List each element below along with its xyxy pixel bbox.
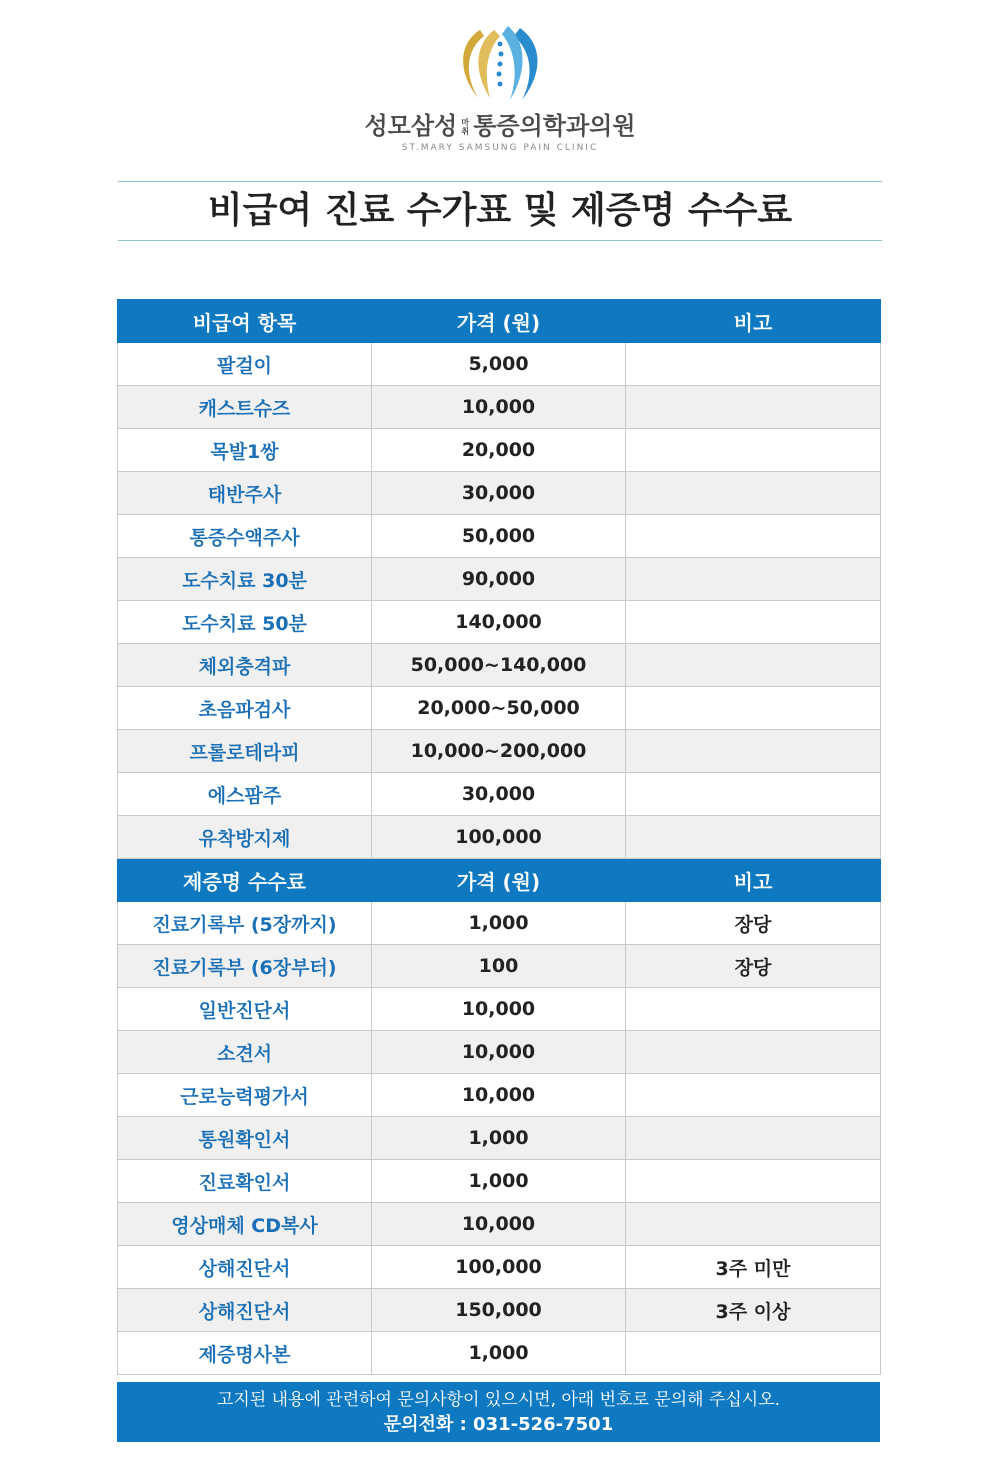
item-cell: 도수치료 50분	[118, 601, 372, 644]
page-title: 비급여 진료 수가표 및 제증명 수수료	[207, 190, 793, 231]
item-cell: 근로능력평가서	[118, 1074, 372, 1117]
item-cell: 도수치료 30분	[118, 558, 372, 601]
table-row	[118, 429, 881, 472]
price-cell: 1,000	[372, 1332, 626, 1375]
item-cell: 상해진단서	[118, 1246, 372, 1289]
table-row	[118, 902, 881, 945]
table-row	[118, 1332, 881, 1375]
item-cell: 진료기록부 (5장까지)	[118, 902, 372, 945]
item-cell: 프롤로테라피	[118, 730, 372, 773]
clinic-name-small: 마취	[461, 118, 470, 136]
note-cell	[626, 558, 881, 601]
table-row	[118, 988, 881, 1031]
note-cell	[626, 1117, 881, 1160]
note-cell	[626, 429, 881, 472]
table-row	[118, 644, 881, 687]
item-cell: 진료기록부 (6장부터)	[118, 945, 372, 988]
table-row	[118, 386, 881, 429]
table-row	[118, 773, 881, 816]
price-cell: 1,000	[372, 1160, 626, 1203]
price-cell: 10,000	[372, 1203, 626, 1246]
price-cell: 140,000	[372, 601, 626, 644]
clinic-name: 성모삼성 마취 통증의학과의원	[364, 112, 636, 140]
price-cell: 30,000	[372, 773, 626, 816]
contact-phone: 문의전화 : 031-526-7501	[383, 1414, 614, 1435]
table-row	[118, 472, 881, 515]
price-cell: 100,000	[372, 816, 626, 859]
clinic-english-name: ST.MARY SAMSUNG PAIN CLINIC	[401, 143, 599, 153]
note-cell	[626, 1332, 881, 1375]
note-cell	[626, 644, 881, 687]
table-row	[118, 945, 881, 988]
item-cell: 태반주사	[118, 472, 372, 515]
price-cell: 30,000	[372, 472, 626, 515]
note-cell: 3주 미만	[626, 1246, 881, 1289]
section2-header-row	[118, 859, 881, 902]
price-cell: 100,000	[372, 1246, 626, 1289]
section2-item-header: 제증명 수수료	[118, 859, 372, 902]
price-cell: 1,000	[372, 1117, 626, 1160]
table-row	[118, 601, 881, 644]
price-cell: 1,000	[372, 902, 626, 945]
table-row	[118, 515, 881, 558]
section1-price-header: 가격 (원)	[372, 300, 626, 343]
table-row	[118, 343, 881, 386]
table-row	[118, 1246, 881, 1289]
note-cell	[626, 1074, 881, 1117]
fee-table	[117, 299, 881, 1375]
note-cell	[626, 1203, 881, 1246]
item-cell: 에스팜주	[118, 773, 372, 816]
note-cell	[626, 601, 881, 644]
note-cell: 장당	[626, 902, 881, 945]
price-cell: 50,000	[372, 515, 626, 558]
price-cell: 5,000	[372, 343, 626, 386]
price-cell: 100	[372, 945, 626, 988]
item-cell: 체외충격파	[118, 644, 372, 687]
note-cell	[626, 472, 881, 515]
table-row	[118, 1160, 881, 1203]
note-cell	[626, 730, 881, 773]
section1-header-row	[118, 300, 881, 343]
table-row	[118, 1203, 881, 1246]
item-cell: 통증수액주사	[118, 515, 372, 558]
note-cell	[626, 687, 881, 730]
clinic-logo	[0, 18, 1000, 158]
table-row	[118, 730, 881, 773]
spine-logo-icon	[450, 22, 550, 104]
item-cell: 영상매체 CD복사	[118, 1203, 372, 1246]
note-cell: 3주 이상	[626, 1289, 881, 1332]
price-cell: 20,000~50,000	[372, 687, 626, 730]
item-cell: 진료확인서	[118, 1160, 372, 1203]
contact-footer	[117, 1382, 880, 1442]
price-cell: 150,000	[372, 1289, 626, 1332]
price-cell: 10,000~200,000	[372, 730, 626, 773]
section2-note-header: 비고	[626, 859, 881, 902]
price-cell: 20,000	[372, 429, 626, 472]
table-row	[118, 1117, 881, 1160]
note-cell	[626, 988, 881, 1031]
item-cell: 통원확인서	[118, 1117, 372, 1160]
table-row	[118, 558, 881, 601]
item-cell: 목발1쌍	[118, 429, 372, 472]
note-cell	[626, 343, 881, 386]
note-cell: 장당	[626, 945, 881, 988]
table-row	[118, 1289, 881, 1332]
title-bar	[118, 181, 882, 241]
price-cell: 10,000	[372, 988, 626, 1031]
table-row	[118, 816, 881, 859]
item-cell: 일반진단서	[118, 988, 372, 1031]
item-cell: 상해진단서	[118, 1289, 372, 1332]
section2-price-header: 가격 (원)	[372, 859, 626, 902]
contact-notice: 고지된 내용에 관련하여 문의사항이 있으시면, 아래 번호로 문의해 주십시오.	[216, 1390, 781, 1410]
item-cell: 소견서	[118, 1031, 372, 1074]
note-cell	[626, 773, 881, 816]
price-cell: 10,000	[372, 386, 626, 429]
note-cell	[626, 816, 881, 859]
item-cell: 팔걸이	[118, 343, 372, 386]
item-cell: 유착방지제	[118, 816, 372, 859]
price-cell: 50,000~140,000	[372, 644, 626, 687]
section1-item-header: 비급여 항목	[118, 300, 372, 343]
price-cell: 90,000	[372, 558, 626, 601]
price-cell: 10,000	[372, 1074, 626, 1117]
note-cell	[626, 515, 881, 558]
table-row	[118, 1031, 881, 1074]
table-row	[118, 1074, 881, 1117]
note-cell	[626, 1031, 881, 1074]
item-cell: 제증명사본	[118, 1332, 372, 1375]
note-cell	[626, 386, 881, 429]
item-cell: 캐스트슈즈	[118, 386, 372, 429]
table-row	[118, 687, 881, 730]
section1-note-header: 비고	[626, 300, 881, 343]
item-cell: 초음파검사	[118, 687, 372, 730]
price-cell: 10,000	[372, 1031, 626, 1074]
note-cell	[626, 1160, 881, 1203]
